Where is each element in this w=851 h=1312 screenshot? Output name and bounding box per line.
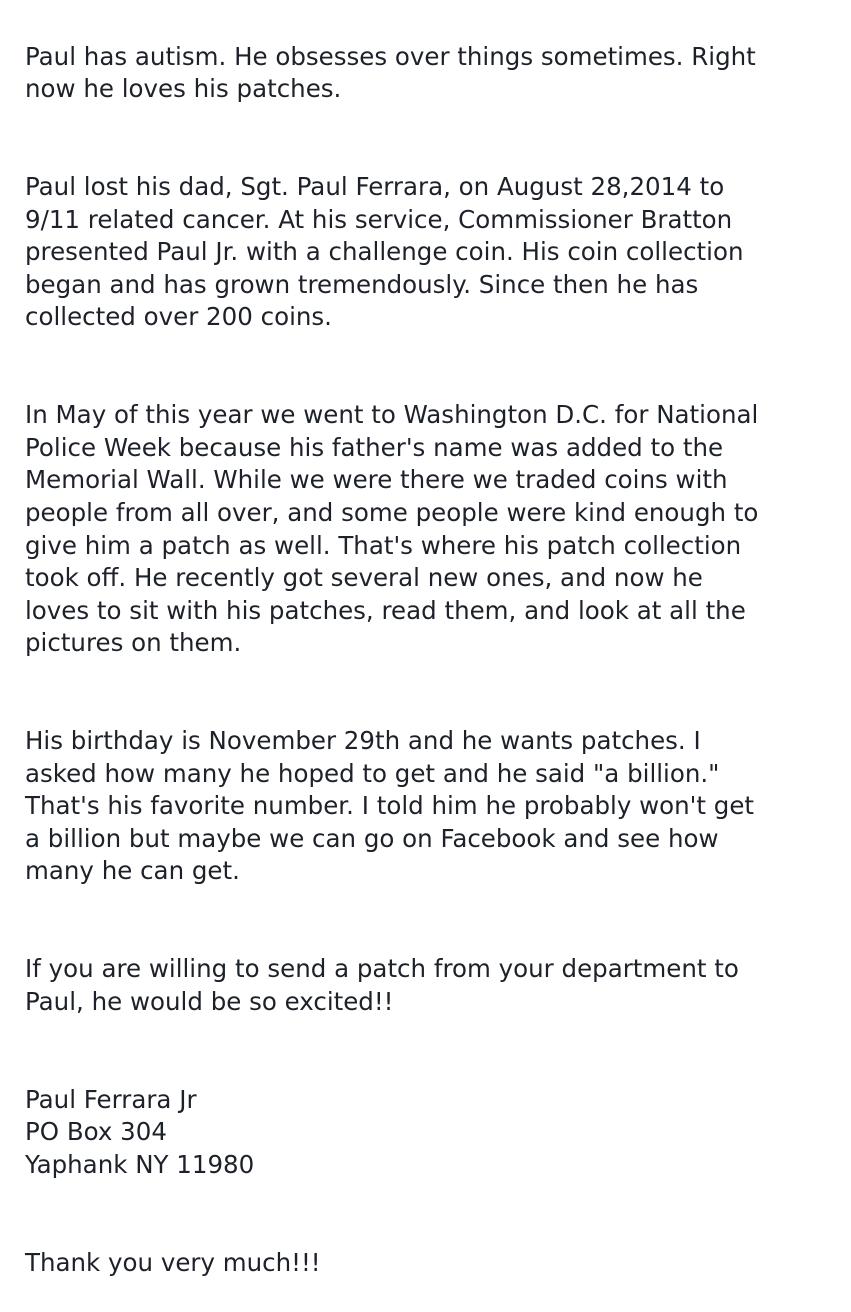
- paragraph-birthday: His birthday is November 29th and he wants patches. I asked how many he hoped to get and he said "a billion." That's his favorite number. I told him he probably won't get a billion but maybe we can go on Facebook and see how many he can get.: [25, 726, 755, 886]
- paragraph-police-week: In May of this year we went to Washington D.C. for National Police Week because his father's name was added to the Memorial Wall. While we were there we traded coins with people from all over, and some people were kind enough to give him a patch as well. That's where his patch collection took off. He recently got several new ones, and now he loves to sit with his patches, read them, and look at all the pictures on them.: [25, 400, 759, 658]
- paragraph-intro: Paul has autism. He obsesses over things sometimes. Right now he loves his patches.: [25, 41, 756, 104]
- paragraph-thanks: Thank you very much!!!: [25, 1247, 321, 1277]
- mailing-address: Paul Ferrara Jr PO Box 304 Yaphank NY 11980: [25, 1084, 255, 1179]
- paragraph-request: If you are willing to send a patch from your department to Paul, he would be so excited!!: [25, 954, 739, 1016]
- post-body: [25, 8, 840, 1312]
- paragraph-father: Paul lost his dad, Sgt. Paul Ferrara, on August 28,2014 to 9/11 related cancer. At his service, Commissioner Bratton presented Paul Jr. with a challenge coin. His coin collection began and has grown tremendously. Since then he has collected over 200 coins.: [25, 171, 744, 332]
